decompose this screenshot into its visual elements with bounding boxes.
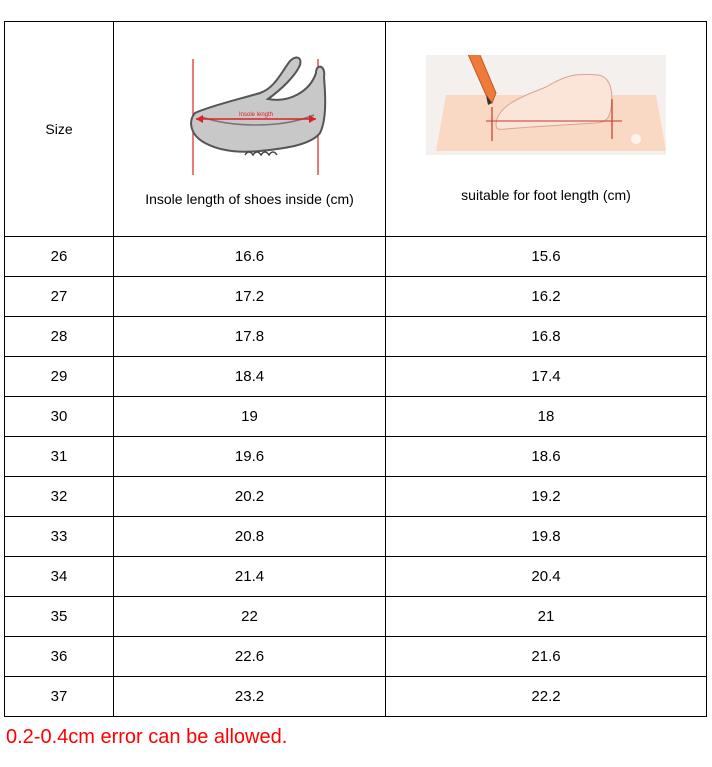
insole-header-label: Insole length of shoes inside (cm) [145,191,354,207]
foot-header-cell [386,22,707,237]
insole-length-cell: 20.2 [114,477,386,517]
size-chart-table [4,21,707,717]
foot-length-cell: 20.4 [386,557,707,597]
size-cell: 34 [5,557,114,597]
insole-length-cell: 23.2 [114,677,386,717]
insole-length-cell: 18.4 [114,357,386,397]
size-cell: 31 [5,437,114,477]
table-header-row [5,22,707,237]
size-cell: 37 [5,677,114,717]
table-row [5,557,707,597]
size-cell: 35 [5,597,114,637]
insole-length-cell: 17.2 [114,277,386,317]
size-cell: 28 [5,317,114,357]
tolerance-note: 0.2-0.4cm error can be allowed. [6,726,288,748]
table-row [5,317,707,357]
size-header-cell [5,22,114,237]
insole-diagram-label: Insole length [238,112,273,118]
size-cell: 32 [5,477,114,517]
size-header-label: Size [45,120,73,137]
size-cell: 29 [5,357,114,397]
foot-header-label: suitable for foot length (cm) [461,187,631,203]
foot-length-cell: 17.4 [386,357,707,397]
foot-length-cell: 19.2 [386,477,707,517]
insole-length-cell: 22 [114,597,386,637]
foot-length-cell: 16.2 [386,277,707,317]
table-row [5,237,707,277]
insole-length-cell: 17.8 [114,317,386,357]
insole-length-cell: 16.6 [114,237,386,277]
foot-length-cell: 16.8 [386,317,707,357]
insole-length-cell: 20.8 [114,517,386,557]
insole-length-cell: 19.6 [114,437,386,477]
table-row [5,397,707,437]
size-cell: 26 [5,237,114,277]
size-cell: 27 [5,277,114,317]
table-row [5,477,707,517]
size-cell: 33 [5,517,114,557]
table-row [5,517,707,557]
table-row [5,357,707,397]
table-row [5,597,707,637]
table-row [5,677,707,717]
shoe-insole-diagram [150,51,350,181]
table-row [5,637,707,677]
insole-length-cell: 19 [114,397,386,437]
insole-length-cell: 22.6 [114,637,386,677]
foot-length-cell: 18 [386,397,707,437]
foot-length-cell: 18.6 [386,437,707,477]
insole-header-cell [114,22,386,237]
foot-measure-diagram [426,55,666,155]
foot-length-cell: 22.2 [386,677,707,717]
size-cell: 36 [5,637,114,677]
foot-length-cell: 15.6 [386,237,707,277]
table-row [5,437,707,477]
foot-length-cell: 21.6 [386,637,707,677]
insole-length-cell: 21.4 [114,557,386,597]
foot-length-cell: 21 [386,597,707,637]
size-cell: 30 [5,397,114,437]
table-row [5,277,707,317]
foot-length-cell: 19.8 [386,517,707,557]
